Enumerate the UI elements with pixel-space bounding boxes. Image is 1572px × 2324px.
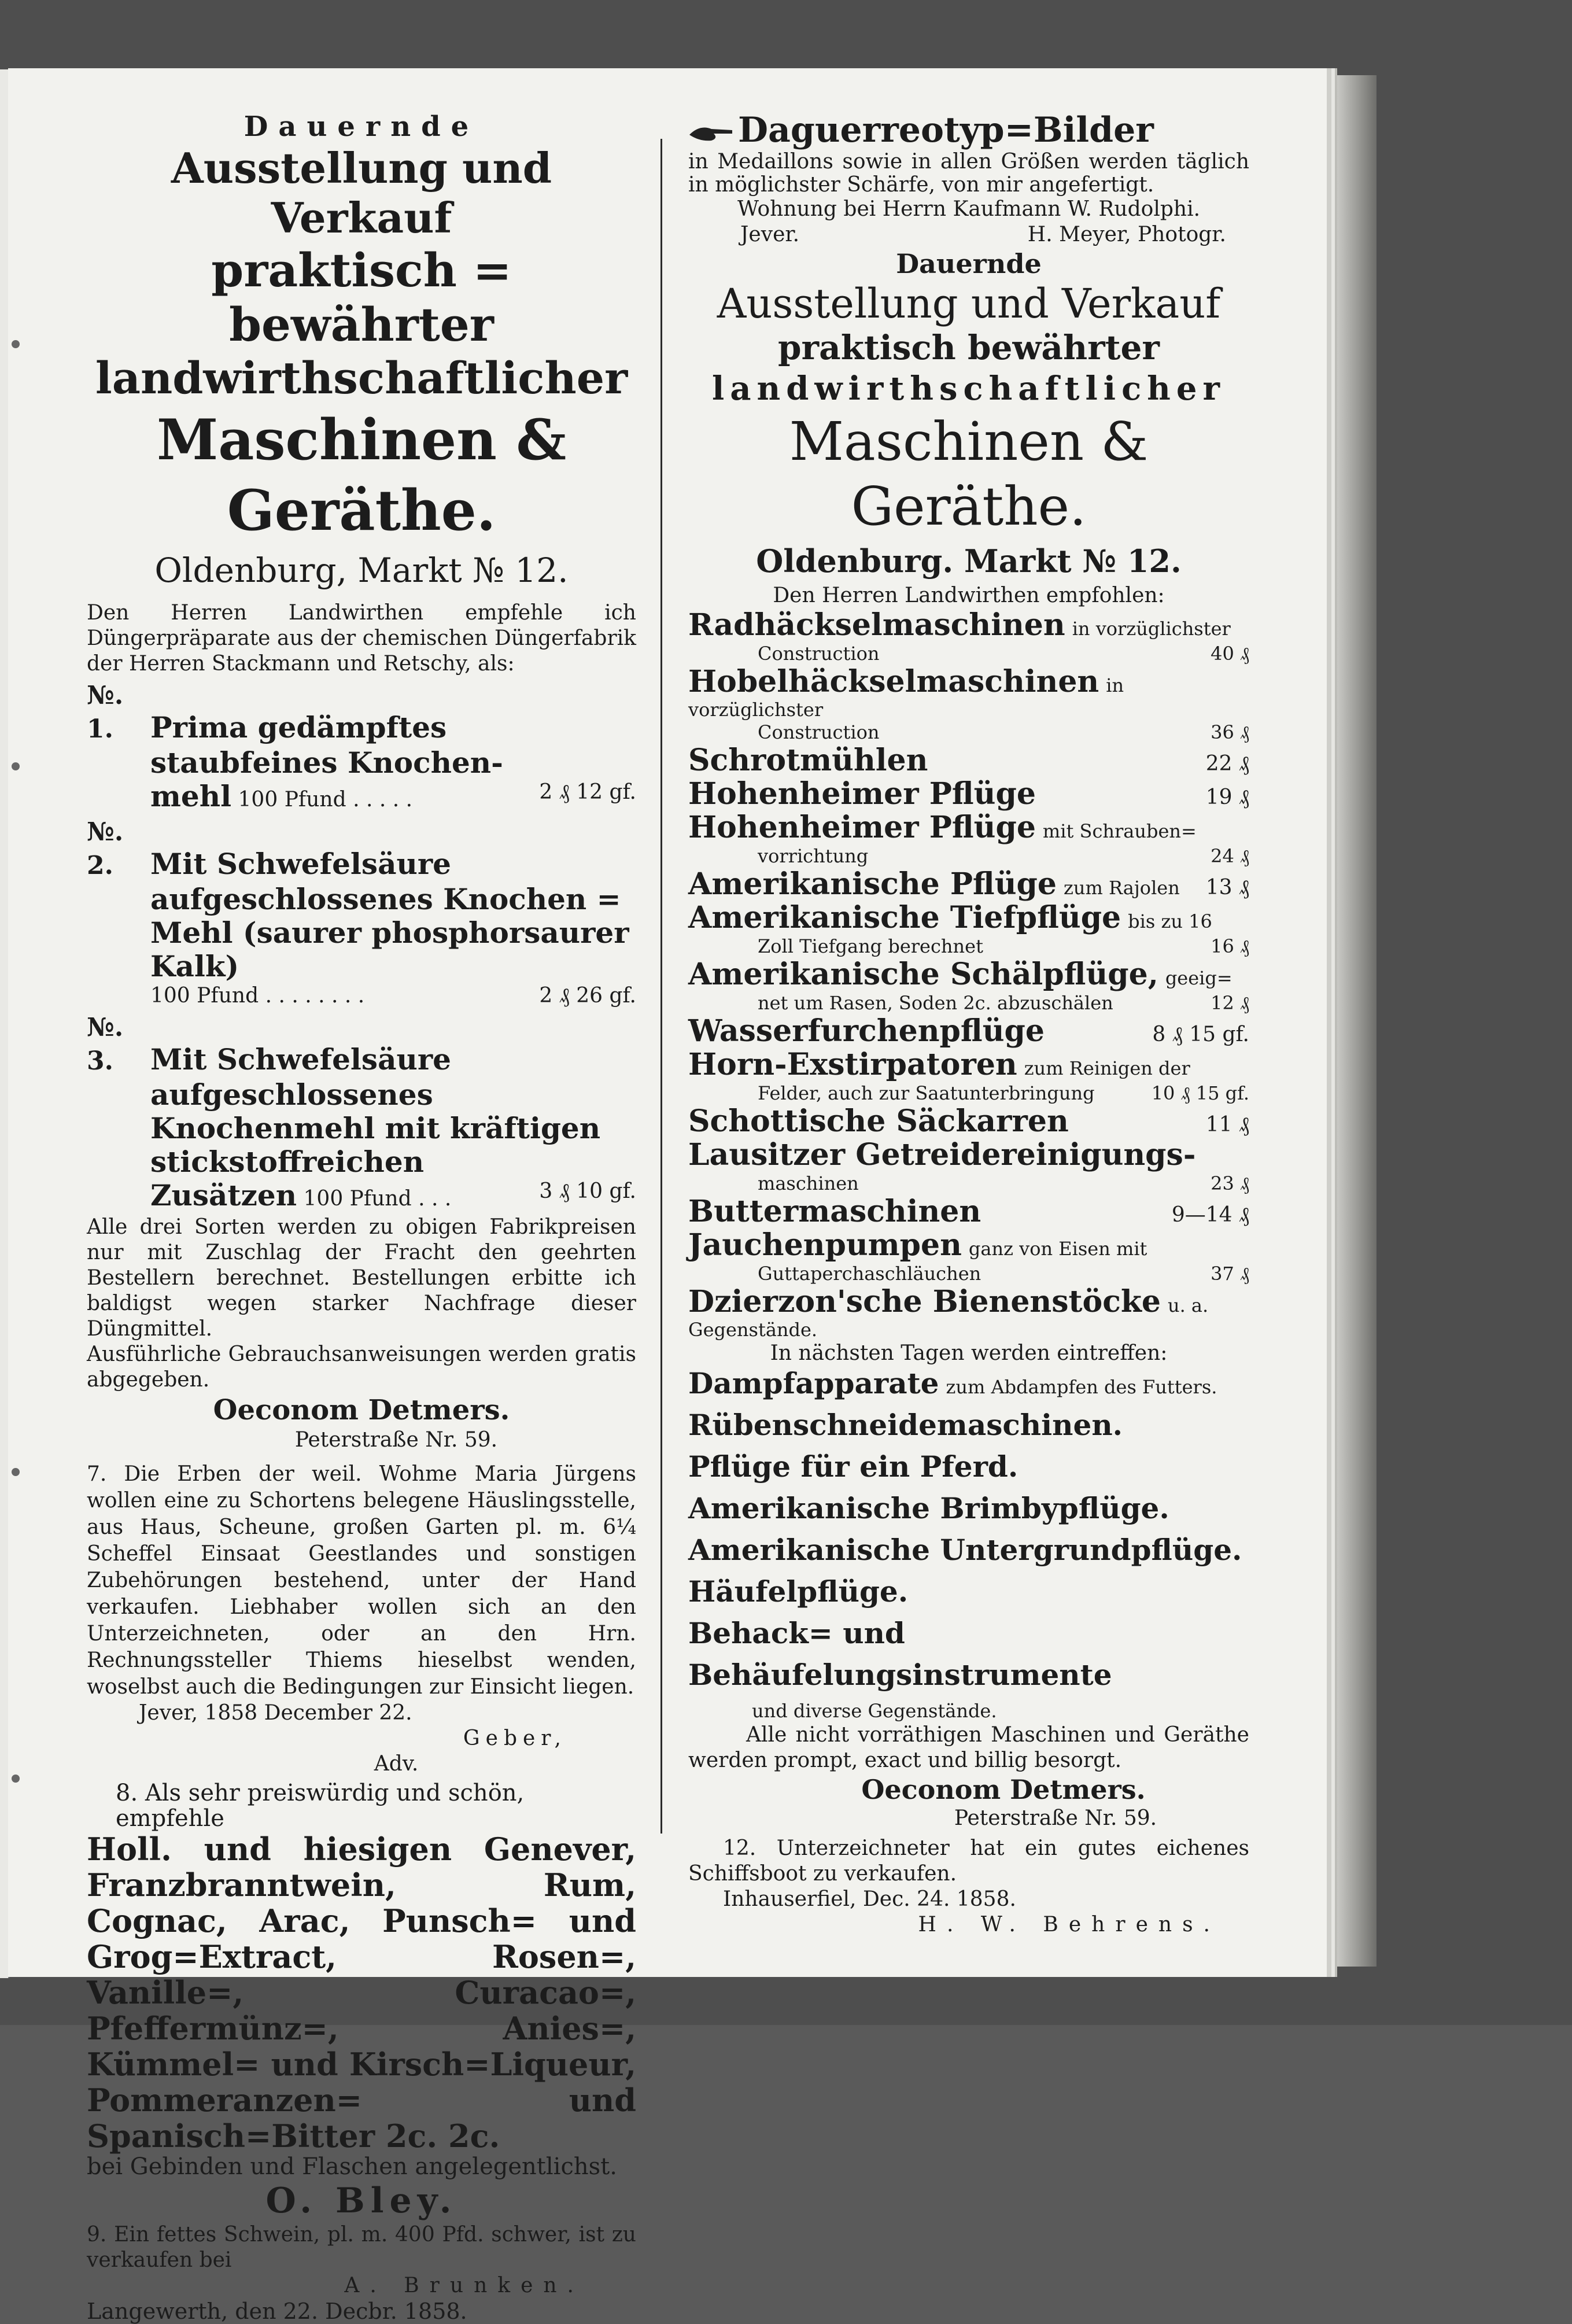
machine-subline: Construction: [758, 721, 880, 743]
book-edge: [1330, 75, 1377, 1967]
machine-item: [688, 958, 1249, 1015]
machine-item: [688, 608, 1249, 665]
product-price: 2 ₰ 26 gf.: [539, 984, 636, 1008]
ad-7: [87, 1461, 636, 1777]
product-number: №. 3.: [87, 1013, 124, 1076]
ad-address: Peterstraße Nr. 59.: [954, 1806, 1157, 1830]
machine-price: 12 ₰: [1211, 992, 1249, 1014]
machine-item: [688, 1015, 1249, 1048]
ad-daguerreotype: [688, 110, 1249, 248]
ad-location: Oldenburg. Markt № 12.: [756, 543, 1182, 580]
machine-item: [688, 1048, 1249, 1105]
machine-subline: net um Rasen, Soden 2c. abzuschälen: [758, 992, 1113, 1014]
machine-name: Amerikanische Schälpflüge,: [688, 957, 1158, 992]
upcoming-item: [688, 1574, 1249, 1616]
ad-heading-line: landwirthschaftlicher: [95, 352, 628, 404]
machine-name: Hohenheimer Pflüge: [688, 810, 1036, 845]
ad-exhibition-right: [688, 248, 1249, 1831]
machine-price: 16 ₰: [1211, 935, 1249, 957]
binding-hole: [12, 1775, 20, 1783]
product-name-end: mehl: [150, 779, 232, 813]
product-number: №. 2.: [87, 817, 124, 880]
ad-location: Oldenburg, Markt № 12.: [154, 551, 569, 590]
ad-date: Langewerth, den 22. Decbr. 1858.: [87, 2299, 467, 2324]
ad-signature: H. Meyer, Photogr.: [1027, 223, 1226, 246]
ad-outro: bei Gebinden und Flaschen angelegentlichst.: [87, 2153, 617, 2180]
ad-soon-heading: In nächsten Tagen werden eintreffen:: [770, 1341, 1168, 1365]
upcoming-item: [688, 1449, 1249, 1491]
machine-description: ganz von Eisen mit: [968, 1238, 1147, 1260]
ad-intro: Den Herren Landwirthen empfohlen:: [773, 584, 1165, 607]
machine-item: [688, 1105, 1249, 1138]
upcoming-name: Pflüge für ein Pferd.: [688, 1449, 1019, 1484]
machine-subline: Guttaperchaschläuchen: [758, 1263, 981, 1285]
machine-subline: Felder, auch zur Saatunterbringung: [758, 1082, 1095, 1104]
ad-heading-line: landwirthschaftlicher: [711, 370, 1226, 408]
machine-price: 40 ₰: [1211, 643, 1249, 665]
ad-spirits-list: Holl. und hiesigen Genever, Franzbranntwein, Rum, Cognac, Arac, Punsch= und Grog=Extract, Rosen=, Vanille=, Curacao=, Pfeffermünz=, Anies=, Kümmel= und Kirsch=Liqueur, Pommeranzen= und Spanisch=Bitter 2c. 2c.: [87, 1831, 636, 2155]
machine-price: 37 ₰: [1211, 1263, 1249, 1285]
ad-diverse: und diverse Gegenstände.: [752, 1700, 997, 1722]
ad-signature-title: Adv.: [374, 1752, 419, 1776]
machine-description: zum Rajolen: [1063, 877, 1180, 899]
ad-text: 12. Unterzeichneter hat ein gutes eichenes Schiffsboot zu verkaufen.: [688, 1836, 1249, 1886]
machine-name: Amerikanische Tiefpflüge: [688, 900, 1121, 935]
machine-description: in vorzüglichster: [1072, 618, 1231, 640]
ad-text: 7. Die Erben der weil. Wohme Maria Jürgens wollen eine zu Schortens belegene Häuslingsstelle, aus Haus, Scheune, großen Garten pl. m. 6¼ Scheffel Einsaat Geestlandes und sonstigen Zubehörungen bestehend, unter der Hand verkaufen. Liebhaber wollen sich an den Unterzeichneten, oder an den Hrn. Rechnungssteller Thiems hieselbst wenden, woselbst auch die Bedingungen zur Einsicht liegen.: [87, 1462, 636, 1699]
product-3: №. 3. Mit Schwefelsäure aufgeschlossenes Knochenmehl mit kräftigen stickstoffreichen Zusätzen 100 Pfund . . . 3 ₰ 10 gf.: [87, 1011, 636, 1212]
ad-heading-line: Dauernde: [896, 248, 1042, 279]
machine-description: bis zu 16: [1128, 910, 1212, 932]
ad-title: [688, 110, 1249, 150]
right-column: [688, 110, 1249, 1938]
ad-heading-line: praktisch bewährter: [778, 328, 1160, 367]
ad-heading-line: Maschinen & Geräthe.: [789, 411, 1149, 537]
soon-list: [688, 1366, 1249, 1699]
machine-subline: Zoll Tiefgang berechnet: [758, 935, 983, 957]
product-name-end: Zusätzen: [150, 1178, 297, 1212]
upcoming-name: Häufelpflüge.: [688, 1574, 909, 1609]
ad-exhibition-left: [87, 110, 636, 1453]
machine-name: Amerikanische Pflüge: [688, 866, 1057, 902]
machine-price: 13 ₰: [1205, 876, 1249, 899]
product-price: 3 ₰ 10 gf.: [539, 1179, 636, 1203]
upcoming-description: zum Abdampfen des Futters.: [946, 1376, 1217, 1398]
upcoming-name: Behack= und Behäufelungsinstrumente: [688, 1616, 1112, 1692]
product-qty: 100 Pfund: [150, 984, 259, 1008]
machine-name: Wasserfurchenpflüge: [688, 1013, 1045, 1049]
ad-heading-line: Maschinen & Geräthe.: [157, 407, 566, 543]
product-qty: 100 Pfund: [303, 1187, 412, 1211]
ad-signature: A. Brunken.: [344, 2274, 584, 2297]
machine-item: [688, 1285, 1249, 1341]
ad-intro: Den Herren Landwirthen empfehle ich Düngerpräparate aus der chemischen Düngerfabrik der Herren Stackmann und Retschy, als:: [87, 601, 636, 676]
machine-name: Buttermaschinen: [688, 1194, 981, 1229]
pointing-hand-icon: [688, 123, 735, 143]
upcoming-name: Amerikanische Untergrundpflüge.: [688, 1533, 1242, 1567]
machine-item: [688, 1229, 1249, 1285]
machine-item: [688, 1195, 1249, 1229]
ad-8: [87, 1780, 636, 2222]
product-number: №. 1.: [87, 681, 124, 744]
machine-price: 36 ₰: [1211, 721, 1249, 743]
machine-description: u. a. Gegenstände.: [688, 1294, 1209, 1341]
machine-price: 11 ₰: [1205, 1113, 1249, 1137]
machine-item: [688, 1138, 1249, 1195]
ad-title-text: Daguerreotyp=Bilder: [738, 110, 1154, 150]
ad-intro: 8. Als sehr preiswürdig und schön, empfehle: [116, 1780, 525, 1832]
ad-9: [87, 2222, 636, 2324]
ad-address: Peterstraße Nr. 59.: [294, 1428, 498, 1452]
product-name: Mit Schwefelsäure aufgeschlossenes Knochenmehl mit kräftigen stickstoffreichen: [150, 1042, 601, 1179]
binding-hole: [12, 1468, 20, 1476]
machine-item: [688, 665, 1249, 744]
machine-item: [688, 744, 1249, 777]
machine-name: Jauchenpumpen: [688, 1227, 962, 1263]
ad-address: Wohnung bei Herrn Kaufmann W. Rudolphi.: [737, 197, 1201, 221]
upcoming-item: [688, 1533, 1249, 1574]
ad-text: in Medaillons sowie in allen Größen werden täglich in möglichster Schärfe, von mir angefertigt.: [688, 150, 1249, 197]
ad-signature: Geber,: [463, 1727, 567, 1750]
machine-price: 23 ₰: [1211, 1172, 1249, 1194]
binding-hole: [12, 762, 20, 770]
upcoming-item: [688, 1616, 1249, 1699]
ad-date: Inhauserfiel, Dec. 24. 1858.: [723, 1887, 1016, 1911]
product-name: Prima gedämpftes staubfeines Knochen-: [150, 710, 503, 780]
column-divider: [660, 139, 662, 1834]
machine-subline: vorrichtung: [758, 845, 869, 867]
left-column: [87, 110, 636, 2324]
ad-heading-line: Ausstellung und Verkauf: [717, 280, 1221, 327]
machine-price: 24 ₰: [1211, 845, 1249, 867]
product-1: №. 1. Prima gedämpftes staubfeines Knochen- mehl 100 Pfund . . . . . 2 ₰ 12 gf.: [87, 679, 636, 813]
machine-item: [688, 868, 1249, 901]
machine-name: Dzierzon'sche Bienenstöcke: [688, 1284, 1161, 1319]
machine-subline: maschinen: [758, 1172, 859, 1194]
machine-description: geeig=: [1165, 967, 1232, 989]
upcoming-name: Dampfapparate: [688, 1366, 939, 1400]
upcoming-item: [688, 1491, 1249, 1533]
machine-item: [688, 811, 1249, 868]
ad-heading-line: Ausstellung und Verkauf: [171, 143, 552, 242]
upcoming-item: [688, 1366, 1249, 1408]
machine-description: zum Reinigen der: [1024, 1057, 1190, 1079]
machine-name: Schottische Säckarren: [688, 1104, 1069, 1139]
machine-price: 9—14 ₰: [1171, 1203, 1249, 1227]
ad-signature: O. Bley.: [265, 2181, 457, 2221]
machine-name: Schrotmühlen: [688, 743, 928, 778]
machine-name: Hohenheimer Pflüge: [688, 776, 1036, 811]
machine-name: Horn-Exstirpatoren: [688, 1047, 1017, 1082]
ad-heading-line: Dauernde: [243, 110, 479, 143]
product-qty: 100 Pfund: [238, 788, 346, 811]
product-name: Mit Schwefelsäure aufgeschlossenes Knochen = Mehl (saurer phosphorsaurer Kalk): [150, 847, 629, 983]
machine-price: 19 ₰: [1205, 785, 1249, 809]
product-2: №. 2. Mit Schwefelsäure aufgeschlossenes Knochen = Mehl (saurer phosphorsaurer Kalk) 100 Pfund . . . . . . . . 2 ₰ 26 gf.: [87, 816, 636, 1009]
ad-text: 9. Ein fettes Schwein, pl. m. 400 Pfd. schwer, ist zu verkaufen bei: [87, 2223, 636, 2272]
ad-place: Jever.: [740, 223, 800, 246]
machine-description: in vorzüglichster: [688, 674, 1124, 721]
machine-name: Lausitzer Getreidereinigungs-: [688, 1137, 1196, 1172]
ad-paragraph: Alle drei Sorten werden zu obigen Fabrikpreisen nur mit Zuschlag der Fracht den geehrten Bestellern berechnet. Bestellungen erbitte ich baldigst wegen starker Nachfrage dieser Düngmittel.: [87, 1215, 636, 1341]
machine-name: Hobelhäckselmaschinen: [688, 664, 1099, 699]
upcoming-item: [688, 1408, 1249, 1449]
ad-signature-line: [688, 222, 1249, 248]
machine-subline: Construction: [758, 643, 880, 665]
ad-outro: Alle nicht vorräthigen Maschinen und Geräthe werden prompt, exact und billig besorgt.: [688, 1723, 1249, 1772]
ad-paragraph: Ausführliche Gebrauchsanweisungen werden gratis abgegeben.: [87, 1342, 636, 1392]
machine-item: [688, 901, 1249, 958]
machine-price: 10 ₰ 15 gf.: [1151, 1082, 1249, 1104]
machine-item: [688, 777, 1249, 811]
machine-price: 8 ₰ 15 gf.: [1152, 1023, 1249, 1046]
machine-description: mit Schrauben=: [1042, 820, 1197, 842]
machine-price: 22 ₰: [1205, 752, 1249, 776]
ad-signature: H. W. Behrens.: [918, 1913, 1220, 1936]
ad-heading-line: praktisch = bewährter: [211, 243, 512, 352]
upcoming-name: Rübenschneidemaschinen.: [688, 1408, 1123, 1442]
ad-signature: Oeconom Detmers.: [861, 1774, 1146, 1805]
upcoming-name: Amerikanische Brimbypflüge.: [688, 1491, 1169, 1525]
machine-name: Radhäckselmaschinen: [688, 607, 1065, 643]
binding-hole: [12, 340, 20, 348]
ad-signature: Oeconom Detmers.: [213, 1394, 510, 1426]
ad-12: [688, 1836, 1249, 1938]
ad-date: Jever, 1858 December 22.: [139, 1701, 412, 1725]
machine-list: [688, 608, 1249, 1341]
product-price: 2 ₰ 12 gf.: [539, 780, 636, 804]
